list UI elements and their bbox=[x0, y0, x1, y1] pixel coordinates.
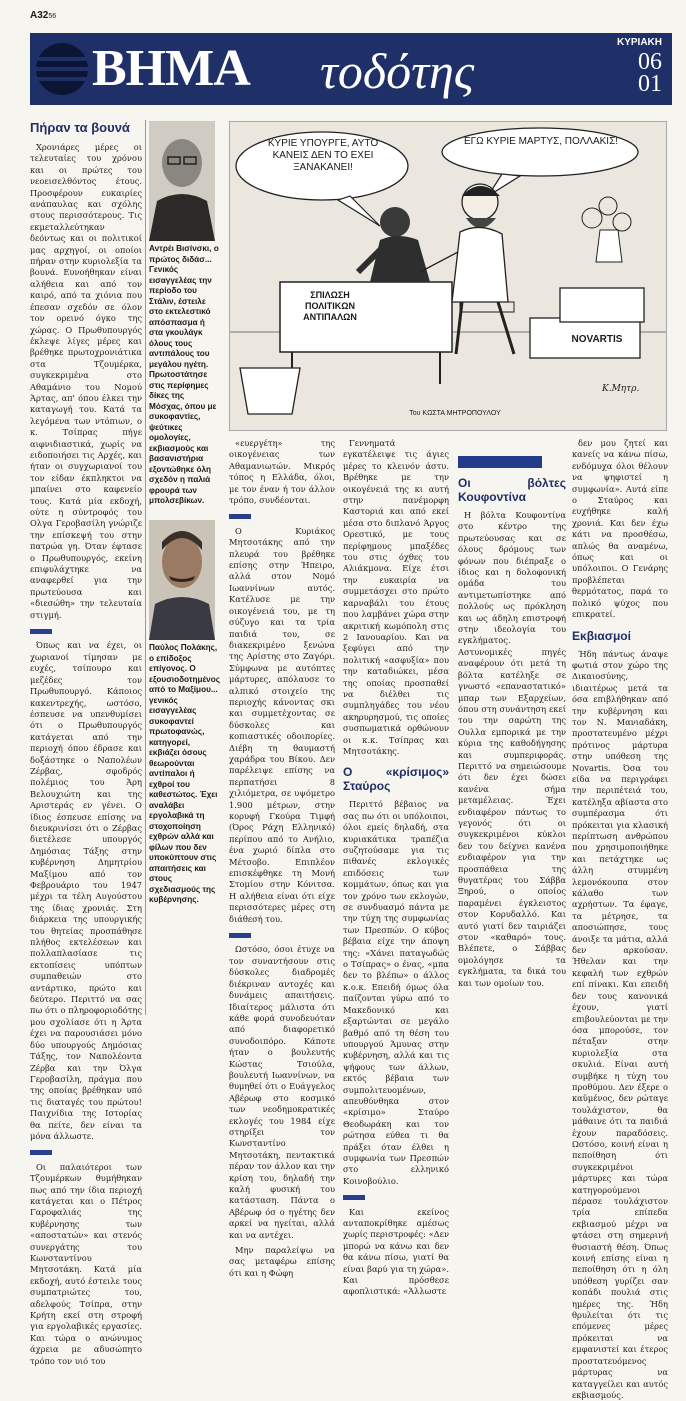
cartoon-bubble-minister: ΚΥΡΙΕ ΥΠΟΥΡΓΕ, ΑΥΤΟ ΚΑΝΕΙΣ ΔΕΝ ΤΟ ΕΧΕΙ ΞΑΝΑΚΑΝΕΙ! bbox=[256, 138, 390, 174]
column-rule bbox=[145, 120, 146, 1015]
paragraph: Περιττό βέβαιος να σας πω ότι οι υπόλοιποι, όλοι εμείς δηλαδή, στα κυριακάτικα τραπέζια συζητούσαμε για τις πιθανές εκλογικές επιδόσεις των κομμάτων, όπως και για τον χρόνο των εκλογών, σε συνδυασμό πάντα με την τύχη της συμφωνίας των Πρεσπών. Ο κύβος βέβαια είχε την άποψη της: «Χάνει παταγωδώς ο Τσίπρας» ο ένας, «μπα δεν το βλέπω» ο άλλος κ.ο.κ. Επειδή όμως όλα παίζονται γύρω από το Μακεδονικό και εξαρτώνται σε μεγάλο βαθμό από τη θέση του υπουργού Άμυνας στην κυβέρνηση, αλλά και τις ψήφους των άλλων, εκτός βέβαια των συμπολιτευομένων, απευθύνθηκα στον «κρίσιμο» Σταύρο Θεοδωράκη και τον ρώτησα εύθεα τι θα πράξει όταν έλθει η συμφωνία των Πρεσπών στο ελληνικό Κοινοβούλιο. bbox=[343, 799, 449, 1187]
paragraph: Και εκείνος ανταποκρίθηκε αμέσως χωρίς περιστροφές: «Δεν μπορώ να κάνω και δεν θα κάνω πίσω, γιατί θα είναι βαρύ για τη χώρα». Και πρόσθεσε αφοπλιστικά: «Άλλωστε bbox=[343, 1207, 449, 1298]
cartoon-desk-sign: ΣΠΙΛΩΣΗ ΠΟΛΙΤΙΚΩΝ ΑΝΤΙΠΑΛΩΝ bbox=[292, 290, 368, 323]
paragraph: Μην παραλείψω να σας μεταφέρω επίσης ότι και η Φώφη bbox=[229, 1245, 335, 1279]
editorial-cartoon bbox=[229, 121, 667, 431]
section-heading: Εκβιασμοί bbox=[572, 629, 668, 643]
section-marker bbox=[30, 629, 52, 634]
section-marker bbox=[343, 1195, 365, 1200]
column-5 bbox=[458, 474, 566, 1015]
masthead-title-main: ΒΗΜΑ bbox=[92, 37, 250, 101]
masthead-day: ΚΥΡΙΑΚΗ bbox=[617, 37, 662, 48]
section-heading: Οι βόλτες Κουφοντίνα bbox=[458, 476, 566, 504]
paragraph: Ο Κυριάκος Μητσοτάκης από την πλευρά του βρέθηκε επίσης στην Ήπειρο, αλλά στον Νομό Ιωαννίνων αυτός. Κατέλυσε με την οικογένειά του, με τη σύζυγο και τα τρία παιδιά του, σε διακεκριμένο ξενώνα της Αρίστης στο Ζαγόρι. Σύμφωνα με αυτόπτες μάρτυρες, απόλαυσε το αλπικό στοιχείο της περιοχής κάνοντας σκι και συμμετέχοντας σε δύσκολες και κοπιαστικές οδοιπορίες. Διέβη τη θαυμαστή χαράδρα του Βίκου. Δεν παρέλειψε επίσης να περπατήσει 8 χιλιόμετρα, σε υψόμετρο 1.900 μέτρων, στην κορυφή Γκούρα Τιμφή (Όρος Ράχη Ελληνικό) περίπου από το Ανήλιο, ένα χωριό δίπλα στο Μέτσοβο. Επιπλέον επισκέφθηκε τη Μονή Στομίου στην Κόνιτσα. Η αλήθεια είναι ότι είχε περισσότερες μέρες στη διάθεσή του. bbox=[229, 526, 335, 925]
column-1 bbox=[30, 120, 142, 1015]
section-marker bbox=[229, 514, 251, 519]
section-marker bbox=[30, 1150, 52, 1155]
section-heading: Ο «κρίσιμος» Σταύρος bbox=[343, 765, 449, 793]
column-6 bbox=[572, 438, 668, 1015]
paragraph: Ήδη πάντως άναψε φωτιά στον χώρο της Δικαιοσύνης, ιδιαιτέρως μετά τα όσα επιβλήθηκαν από την κυβέρνηση και τον Ν. Μανιαδάκη, προστατευμένο μέχρι πρότινος μάρτυρα στην υπόθεση της Novartis. Όσα του είδα να περιγράφει την περιπέτειά του, κατέληξα αβίαστα στο συμπέρασμα ότι πρόκειται για κλασική περίπτωση ανθρώπου που χρησιμοποιήθηκε και πετάχτηκε ως άλλη στυμμένη λεμονόκουπα στον κάλαθο των αχρήστων. Τα έφαγε, τα μέτρησε, τα αποσιώπησε, τους άνοιξε τα μάτια, αλλά δεν αρκούσαν. Ήθελαν και την κεφαλή των εχθρών επί πίνακι. Και επειδή δεν τους κανονικά έχουν, γιατί επιβουλεύονται με την όσα μπορούσε, τον πέταξαν στην κυριολεξία στα σκυλιά. Είναι αυτή συμβήκε η τύχη του προθύμου. Δεν έξερε ο καϋμένος, δεν ρώταγε τουλάχιστον, θα μάθαινε ότι τα παιδιά έχουν παραδόσεις. Ωστόσο, κοινή είναι η πεποίθηση ότι συγκεκριμένοι μάρτυρες και τώρα κατηγορούμενοι πέρασε τουλάχιστον τρία επίπεδα εκβιασμού μέχρι να φτάσει στη σημερινή θυσιαστή θέση. Όπως κοινή επίσης είναι η πεποίθηση ότι η όλη υπόθεση γυρίζει σαν κοπάδι πουλιά στις ημέρες της. Ήδη θρυλείται ότι τις επόμενες μέρες πρόκειται να εμφανιστεί και έτερος προστατευόμενος μάρτυρας να καταγγείλει και αυτός εκβιασμούς. bbox=[572, 649, 668, 1401]
column-accent-bar bbox=[458, 456, 542, 468]
cartoon-bubble-witness: ΕΓΩ ΚΥΡΙΕ ΜΑΡΤΥΣ, ΠΟΛΛΑΚΙΣ! bbox=[456, 136, 626, 148]
column-3 bbox=[229, 438, 335, 1015]
masthead-title-column: τοδότης bbox=[320, 39, 474, 103]
logo-icon bbox=[36, 43, 88, 95]
paragraph: δεν μου ζητεί και κανείς να κάνω πίσω, ενδόμυχα όλοι θέλουν να ψηφιστεί η συμφωνία». Αυτά είπε ο Σταύρος και ευχήθηκε καλή χρονιά. Και δεν έχω κάτι να προσθέσω, απλώς θα αναμένω, όπως και οι υπόλοιποι. Ο Γενάρης προβλέπεται θερμότατος, παρά το πολικό ψύχος που επικρατεί. bbox=[572, 438, 668, 621]
portrait-icon bbox=[149, 121, 215, 241]
photo-vyshinsky bbox=[149, 121, 215, 241]
paragraph: Η βόλτα Κουφοντίνα στο κέντρο της πρωτεύουσας και σε όλους δρόμους των φόνων που διέπραξε ο ίδιος και η δολοφονική ομάδα του αντιμετωπίστηκε από πολλούς ως πρόκληση και ως άδηλη επιστροφή στην ιδεολογία του εγκλήματος. Αστυνομικές πηγές αναφέρουν ότι μετά τη βόλτα κατέληξε σε γνωστό «επαναστατικό» μπαρ των Εξαρχείων, όπου στη συνάντηση εκεί του την σαρώτη της Ουλλα εμπορικά με την κύρια της καθοδήγησης και συμπεριφοράς. Περιττό να σημειώσουμε ότι δεν έχει δώσει κανένα σήμα μεταμέλειας. Έχει ενδιαφέρον πάντως το γεγονός ότι οι συγκεκριμένοι κύκλοι δεν του δείχνει κανένα ενδιαφέρον για την προσπάθεια της θυγατέρας του Σάββα Ξηρού, ο οποίος παραμένει έγκλειστος στον Κορυδαλλό. Και αυτό γιατί δεν ταιριάζει στον «καθαρό» τους. Βλέπετε, ο Σάββας ομολόγησε τα εγκλήματα, τα δικά του και των ομοίων του. bbox=[458, 510, 566, 989]
section-marker bbox=[229, 933, 251, 938]
masthead bbox=[30, 33, 672, 105]
cartoon-signature: Κ.Μητρ. bbox=[602, 384, 639, 394]
photo-caption-polakis: Παύλος Πολάκης, ο επίδοξος επίγονος. Ο εξουσιοδοτημένος από το Μαξίμου... γενικός εισαγγελέας συκοφαντεί πρωτοφανώς, κατηγορεί, εκβιάζει όσους θεωρούνται αντίπαλοι ή εχθροί του καθεστώτος. Έχει αναλάβει εργολαβικά τη στοχοποίηση εχθρών αλλά και φίλων που δεν υποκύπτουν στις απαιτήσεις και στους σχεδιασμούς της κυβέρνησης. bbox=[149, 643, 219, 923]
paragraph: Γεννηματά εγκατέλειψε τις άγιες μέρες το κλεινόν άστυ. Βρέθηκε με την οικογένειά της κι αυτή στην πανέμορφη Καστοριά και από εκεί μέσα στο διπλανό Άργος Ορεστικό, με τους περίφημους μπαξέδες του στις όχθες του Αλιάκμονα. Είχε έτσι την ευκαιρία να συμμετάσχει στο πρώτο καρναβάλι του έτους που λαμβάνει χώρα στην ακριτική κωμόπολη στις 2 Ιανουαρίου. Και να ξεφύγει από την πολιτική «ασφυξία» που την καταδιώκει, μέσα της οποίας προσπαθεί να διέλθει τις συμπληγάδες του νέου ακηρυρησμού, τις οποίες συσπωματικά ορθώνουν οι κ.κ. Τσίπρας και Μητσοτάκης. bbox=[343, 438, 449, 757]
photo-polakis bbox=[149, 520, 215, 640]
paragraph: Ωστόσο, όσοι έτυχε να τον συναντήσουν στις δύσκολες διαδρομές διέκριναν αντοχές και δυνάμεις απαιτήσεις. Ιδιαίτερος μάλιστα ότι κάθε φορά συνοδευόταν από διαφορετικό συνοδοιπόρο. Κάποτε ήταν ο βουλευτής Κώστας Τσιούλα, βουλευτή Ιωαννίνων, να θυμηθεί ότι ο Ευάγγελος Αβέρωφ στο κοσμικό των νεοδημοκρατικές εκλογές του 1984 είχε στηρίξει τον Κωνσταντίνο Μητσοτάκη, πεντακτικά πέραν τον άλλον και την κρίση του, δηλαδή την καλή φυσική του κατάσταση. Πάντα ο Αβέρωφ όσ ο ηγέτης δεν αρκεί να ηγείται, αλλά και να αντέχει. bbox=[229, 944, 335, 1241]
masthead-date: 06 01 bbox=[610, 51, 662, 95]
section-heading: Πήραν τα βουνά bbox=[30, 120, 142, 136]
paragraph: Όπως και να έχει, οι χωριανοί τίμησαν με ευχές, τσίπουρο και μεζέδες τον Πρωθυπουργό. Κάποιος κακεντρεχής, ωστόσο, έσπευσε να υπενθυμίσει ότι ο Πρωθυπουργός κατάγεται από την περιοχή όπου έδρασε και δοξάστηκε ο Ναπολέων Ζέρβας, σφοδρός πολέμιος του Άρη Βελουχιώτη και της Αριστεράς εν γένει. Ο ίδιος έσπευσε επίσης να διευκρινίσει ότι ο Ζέρβας διετέλεσε υπουργός Δημόσιας Τάξης στην κυβέρνηση Δημητρίου Μαξίμου από τον Φεβρουάριο του 1947 μέχρι τα τέλη Αυγούστου της ίδιας χρονιάς. Στη διάρκεια της υπουργικής του θητείας προσπάθησε πλήθος εκτελέσεων και πολλαπλασίασε τις εκτοπίσεις υπόπτων συμπαθειών στο αντάρτικο, πρώτο και δεύτερο. Περιττό να σας πω ότι ο πληροφοριοδότης μου σχολίασε ότι η Άρτα έχει να παρουσιάσει μόνο δύο υπουργούς Δημόσιας Τάξης, τον Ναπολέοντα Ζέρβα και την Όλγα Γεροβασίλη, πράγμα που της οποίας βρέθηκαν υπό τις διαταγές του πρώτου! Παιχνίδια της Ιστορίας θα πείτε, δεν είναι τα μόνα άλλωστε. bbox=[30, 640, 142, 1142]
paragraph: Χρονιάρες μέρες οι τελευταίες του χρόνου και οι πρώτες του νεοεισελθόντος έτους. Προσφέρουν ευκαιρίες ανάπαυλας και σχόλης στους περισσότερους. Τις εκμεταλλεύτηκαν δεόντως και οι πολιτικοί μας αρχηγοί, οι οποίοι πήραν στην κυριολεξία τα βουνά. Ευνοήθηκαν είναι αλήθεια και από τον καιρό, από τα χιόνια που έπεσαν σχεδόν σε όλον τον ορεινό όγκο της χώρας. Ο Πρωθυπουργός έκλεψε λίγες μέρες και βρέθηκε πρωτοχρονιάτικα στα Τζουμέρκα, συγκεκριμένα στο Αθαμάνιο του Νομού Άρτας, απ' όπου έλκει την καταγωγή του. Κατά τα λεγόμενα των ντόπιων, ο κ. Τσίπρας πήγε αιφνιδιαστικά, χωρίς να ειδοποιήσει τις Αρχές, και ήταν οι συγχωριανοί του τον είδαν έκπληκτοι να μπαίνει στο καφενείο τους. Κατά μία εκδοχή, ούτε η σύντροφός του Ολγα Γεροβασίλη γνώριζε την επίσκεψή του στην πατρώα γη. Όταν έφτασε ο Πρωθυπουργός, εκείνη επιφυλάχτηκε να αναφερθεί για την πρωτεύουσα και «διεσώθη» την τελευταία στιγμή. bbox=[30, 142, 142, 621]
portrait-icon bbox=[149, 520, 215, 640]
cartoon-credit: Του ΚΩΣΤΑ ΜΗΤΡΟΠΟΥΛΟΥ bbox=[380, 410, 530, 417]
page-number: A3256 bbox=[30, 10, 56, 21]
paragraph: «ευεργέτη» της οικογένειας των Αθαμανιωτών. Μικρός τόπος η Ελλάδα, όλοι, με τον έναν ή τον άλλον τρόπο, συνδέονται. bbox=[229, 438, 335, 506]
column-4 bbox=[343, 438, 449, 1015]
cartoon-box-label: NOVARTIS bbox=[562, 334, 632, 345]
photo-caption-vyshinsky: Αντρέι Βισίνσκι, ο πρώτος διδάσ... Γενικός εισαγγελέας την περίοδο του Στάλιν, έστειλε στο εκτελεστικό απόσπασμα ή στα γκουλάγκ όλους τους αντιπάλους του μεγάλου ηγέτη. Πρωτοστάτησε στις περίφημες δίκες της Μόσχας, όπου με συκοφαντίες, ψεύτικες ομολογίες, εκβιασμούς και βασανιστήρια εξοντώθηκε όλη σχεδόν η παλιά φρουρά των μπολσεβίκων. bbox=[149, 244, 219, 514]
paragraph: Οι παλαιότεροι των Τζουμέρκων θυμήθηκαν πως από την ίδια περιοχή κατάγεται και ο Πέτρος Γαροφαλιάς της κυβέρνησης των «αποστατών» και στενός συνεργάτης του Κωνσταντίνου Μητσοτάκη. Κατά μία εκδοχή, αυτό έστειλε τους συμπατριώτες του, αδελφούς Τσίπρα, στην Κρήτη εκεί στη στροφή για εργολαβικές εργασίες. Και τώρα ο ανώνυμος άχρεια με αδυσώπητο τρόπο τον υιό του bbox=[30, 1162, 142, 1367]
